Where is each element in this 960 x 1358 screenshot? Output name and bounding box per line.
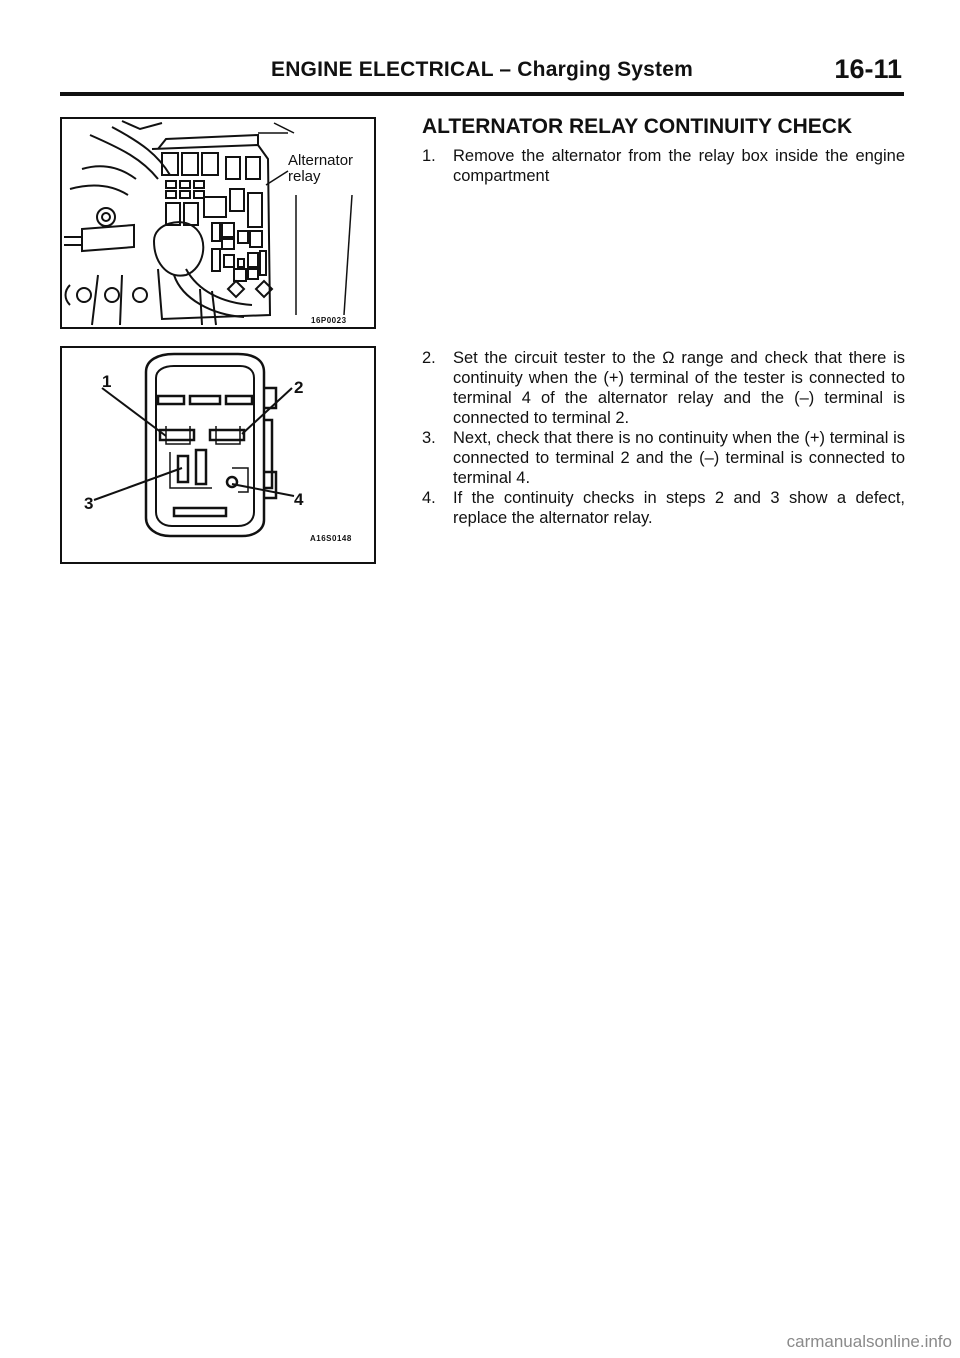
relay-box-illustration	[62, 119, 374, 327]
relay-box-figure	[60, 117, 376, 329]
alternator-relay-callout: Alternator relay	[288, 152, 354, 185]
terminal-3-label: 3	[84, 494, 94, 513]
page-header	[60, 54, 904, 90]
relay-terminal-figure	[60, 346, 376, 564]
terminal-1-label: 1	[102, 372, 112, 391]
step-text: Set the circuit tester to the Ω range and check that there is continuity when the (+) terminal of the tester is connected to terminal 4 of the alternator relay and the (–) terminal is connected to terminal 2.	[453, 349, 905, 427]
terminal-4-label: 4	[294, 490, 304, 509]
step-number: 4.	[422, 489, 436, 507]
header-rule	[60, 92, 904, 96]
step-text: Next, check that there is no continuity when the (+) terminal is connected to terminal 2 and the (–) terminal is connected to terminal 4.	[453, 429, 905, 487]
step-number: 1.	[422, 147, 436, 165]
section-title: ALTERNATOR RELAY CONTINUITY CHECK	[422, 115, 853, 138]
site-watermark: carmanualsonline.info	[786, 1332, 952, 1351]
figure-code: A16S0148	[310, 534, 352, 543]
terminal-2-label: 2	[294, 378, 304, 397]
figure-code: 16P0023	[311, 316, 347, 325]
step-number: 2.	[422, 349, 436, 367]
step-text: Remove the alternator from the relay box inside the engine compartment	[453, 147, 905, 185]
page-number: 16-11	[834, 54, 902, 84]
header-title: ENGINE ELECTRICAL – Charging System	[270, 58, 694, 81]
step-number: 3.	[422, 429, 436, 447]
step-text: If the continuity checks in steps 2 and 3 show a defect, replace the alternator relay.	[453, 489, 905, 527]
